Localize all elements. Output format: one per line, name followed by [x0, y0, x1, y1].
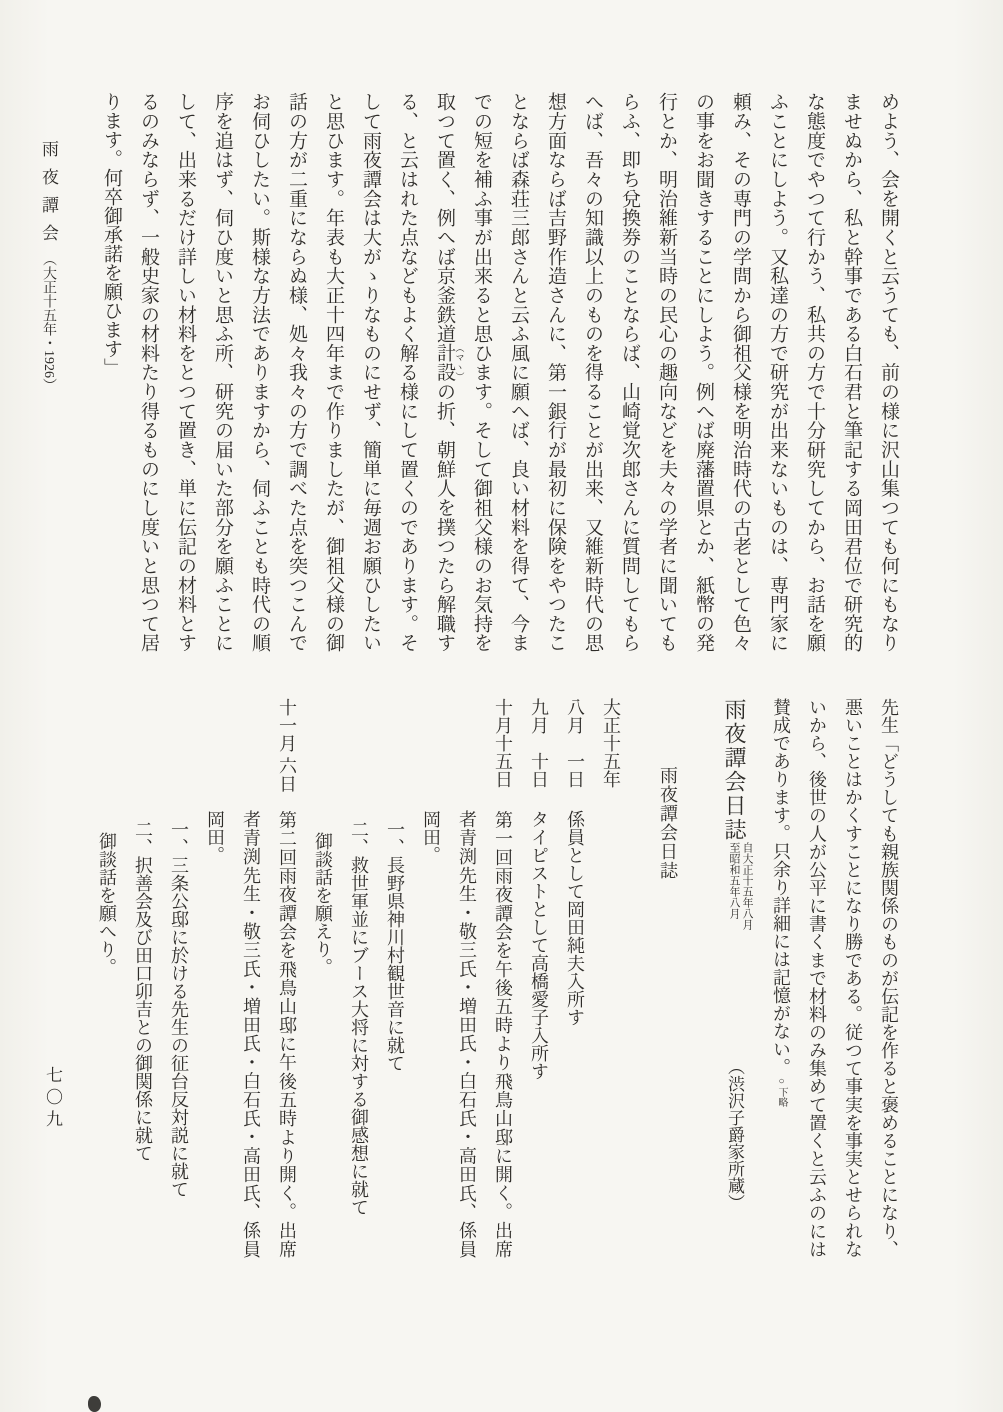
running-title	[36, 140, 68, 392]
diary-date-range	[727, 842, 753, 930]
passage-text-1: めよう、会を開くと云うても、前の様に沢山集つても何にもなりませぬから、私と幹事である白石君と筆記する岡田君位で研究的な態度でやつて行かう、私共の方で十分研究してから、お話を願ふことにしよう。又私達の方で研究が出来ないものは、専門家に頼み、その専門の学問から御祖父様を明治時代の古老として色々の事をお聞きすることにしよう。例へば廃藩置県とか、紙幣の発行とか、明治維新当時の民心の趣向などを夫々の学者に聞いてもらふ、即ち兌換券のことならば、山崎覚次郎さんに質問してもらへば、吾々の知識以上のものを得ることが出来、又維新時代の思想方面ならば吉野作造さんに、第一銀行が最初に保険をやつたことならば森荘三郎さんと云ふ風に願へば、良い材料を得て、今までの短を補ふ事が出来ると思ひます。そして御祖父様のお気持を取つて置く、例へば京釜鉄道	[434, 92, 899, 652]
running-title-note: （大正十五年・1926）	[41, 252, 56, 392]
top-passage	[93, 92, 907, 652]
agenda-item: 二、択善会及び田口卯吉との御関係に就て	[133, 820, 153, 1162]
diary-entry-4	[197, 698, 305, 1258]
passage-text-2: の折、朝鮮人を撲つたら解職する、と云はれた点などもよく解る様にして置くのであります。そして雨夜譚会は大がゝりなものにせず、簡単に毎週お願ひしたいと思ひます。年表も大正十四年まで作りましたが、御祖父様の御話の方が二重にならぬ様、処々我々の方で調べた点を突つこんでお伺ひしたい。斯様な方法でありますから、伺ふことも時代の順序を追はず、伺ひ度いと思ふ所、研究の届いた部分を願ふことにして、出来るだけ詳しい材料をとつて置き、単に伝記の材料とするのみならず、一般史家の材料たり得るものにし度いと思つて居ります。何卒御承諾を願ひます」	[101, 92, 455, 653]
range-from: 自大正十五年八月	[741, 842, 753, 930]
sic-annotation	[434, 343, 465, 382]
diary-subheading: 雨夜譚会日誌	[658, 766, 678, 880]
entry-text: タイピストとして高橋愛子入所す	[529, 810, 549, 1080]
entry-closing: 御談話を願えり。	[313, 832, 333, 976]
sic-base: 計設	[434, 343, 455, 382]
scan-artifact	[88, 1396, 101, 1412]
entry-date: 十一月 六日	[277, 698, 297, 793]
entry-text: 第一回雨夜譚会を午後五時より飛鳥山邸に開く。出席者青渕先生・敬三氏・増田氏・白石氏・高田氏、係員岡田。	[421, 810, 513, 1258]
commentary-paragraph	[763, 698, 907, 1258]
sic-note: （マヽ）	[454, 343, 465, 382]
diary-entry-1	[557, 698, 593, 1258]
bottom-section	[89, 698, 907, 1258]
entry-text: 係員として岡田純夫入所す	[565, 810, 585, 1026]
entry-date: 十月十五日	[493, 698, 513, 788]
diary-heading: 雨夜譚会日誌	[722, 698, 747, 842]
diary-heading-column	[713, 698, 763, 1258]
range-to: 至昭和五年八月	[728, 842, 740, 919]
diary-entry-2	[521, 698, 557, 1258]
entry-closing: 御談話を願へり。	[97, 832, 117, 976]
agenda-item: 一、三条公邸に於ける先生の征台反対説に就て	[169, 820, 189, 1198]
agenda-item: 二、救世軍並にブース大将に対する御感想に就て	[349, 820, 369, 1216]
diary-entry-3	[413, 698, 521, 1258]
entry-date: 九月 十日	[529, 698, 549, 788]
abbreviation-note: ○下略	[776, 1076, 787, 1107]
page-number: 七〇九	[43, 1066, 62, 1132]
commentary-text: 先生「どうしても親族関係のものが伝記を作ると褒めることになり、悪いことはかくすことになり勝である。従つて事実を事実とせられないから、後世の人が公平に書くまで材料のみ集めて置くと云ふのには賛成であります。只余り詳細には記憶がない。	[771, 698, 899, 1258]
entry-date: 八月 一日	[565, 698, 585, 788]
running-title-text: 雨夜譚会	[39, 140, 58, 252]
source-attribution: （渋沢子爵家所蔵）	[725, 1058, 744, 1211]
diary-year: 大正十五年	[601, 698, 621, 788]
entry-text: 第二回雨夜譚会を飛鳥山邸に午後五時より開く。出席者青渕先生・敬三氏・増田氏・白石氏・高田氏、係員岡田。	[205, 810, 297, 1258]
agenda-item: 一、長野県神川村観世音に就て	[385, 820, 405, 1072]
